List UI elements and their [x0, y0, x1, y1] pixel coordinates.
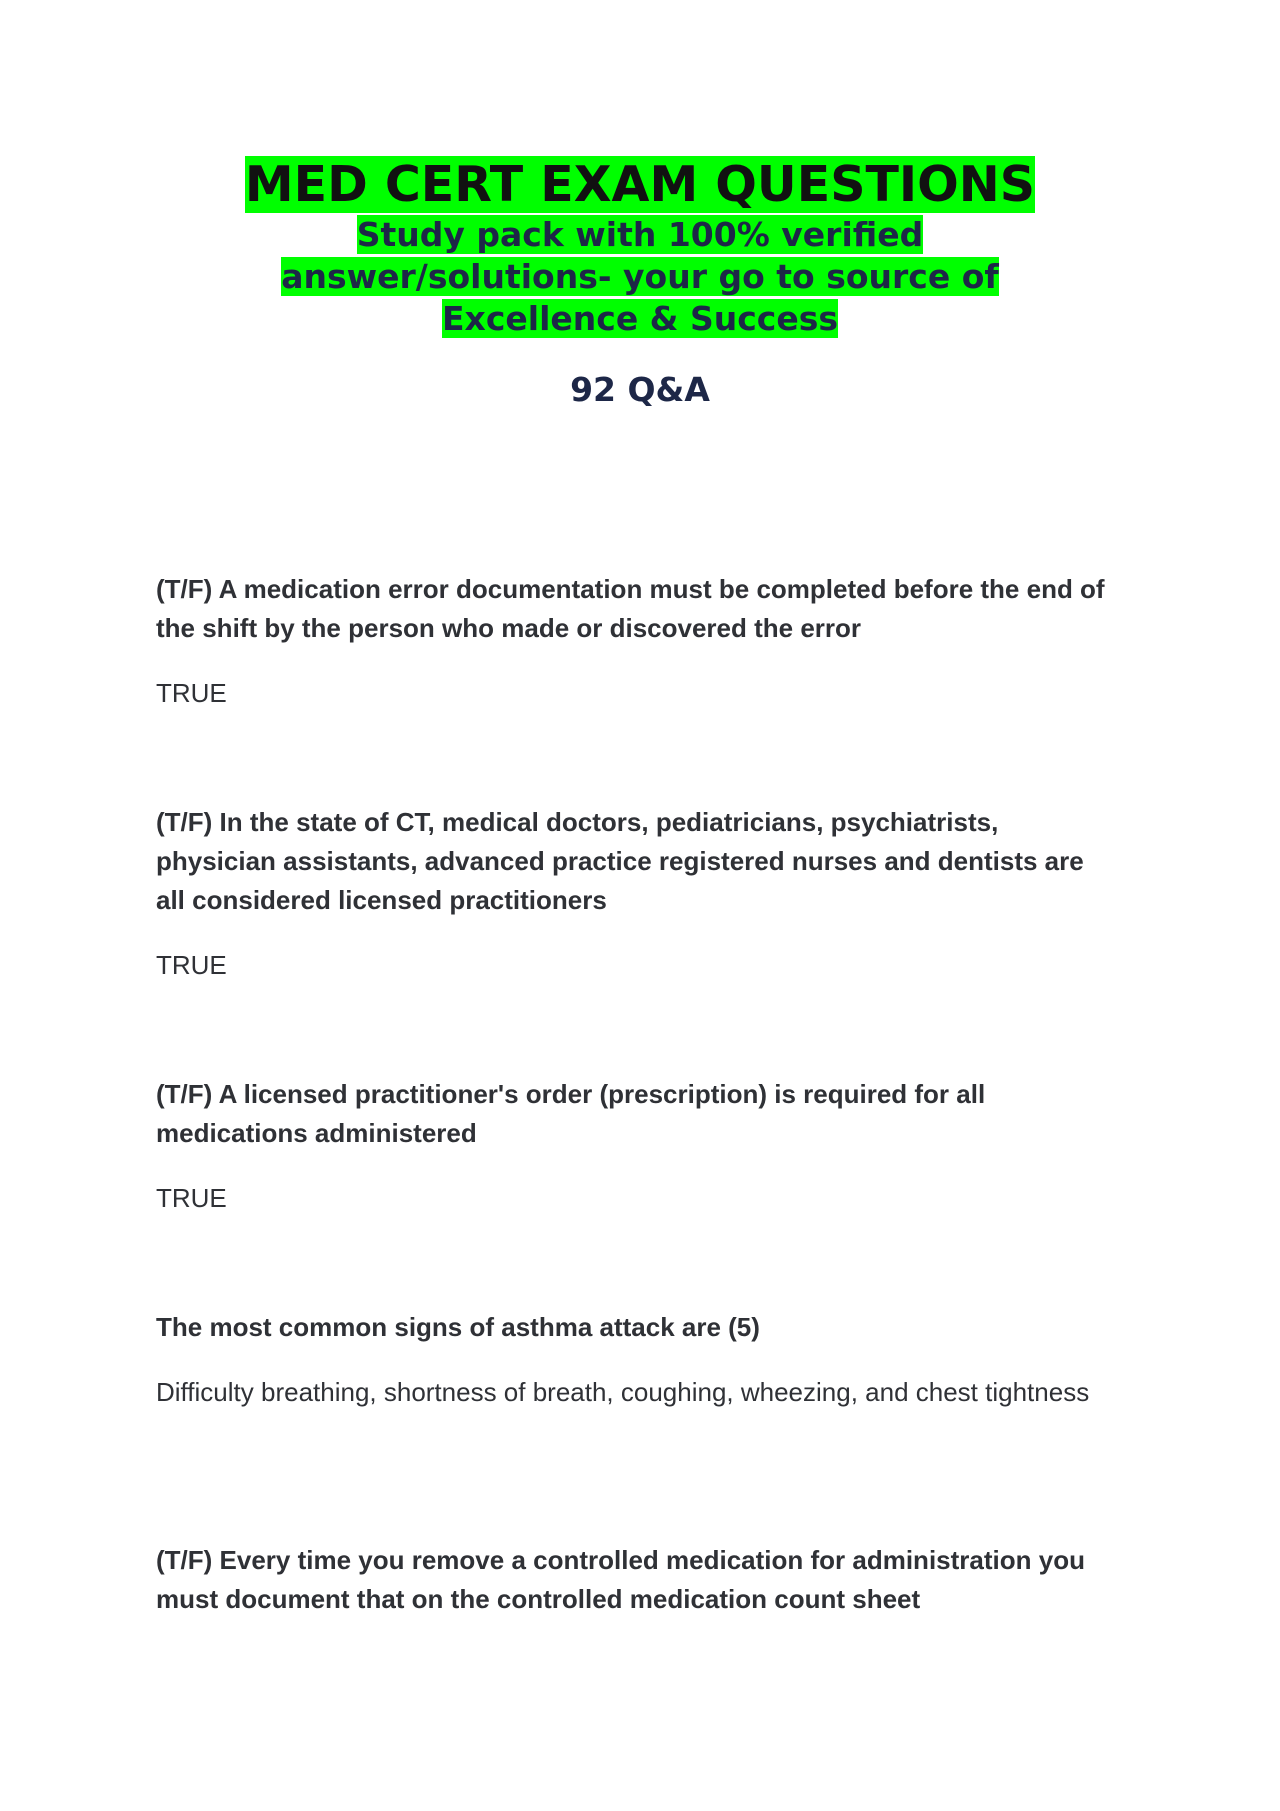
- answer-text: TRUE: [156, 950, 227, 980]
- qa-item-3: [156, 1075, 1116, 1218]
- question-text: (T/F) A medication error documentation must be completed before the end of the shift by the person who made or discovered the error: [156, 574, 1105, 643]
- qa-item-4: [156, 1308, 1116, 1412]
- document-header: [0, 156, 1280, 410]
- qa-item-5: [156, 1541, 1116, 1619]
- question-text: (T/F) A licensed practitioner's order (prescription) is required for all medications administered: [156, 1079, 986, 1148]
- subtitle-highlight: Study pack with 100% verified answer/solutions- your go to source of Excellence & Success: [281, 215, 999, 338]
- qa-item-1: [156, 570, 1116, 713]
- question-text: The most common signs of asthma attack are (5): [156, 1312, 760, 1342]
- answer-text: TRUE: [156, 1183, 227, 1213]
- answer-text: Difficulty breathing, shortness of breath, coughing, wheezing, and chest tightness: [156, 1377, 1090, 1407]
- question-text: (T/F) Every time you remove a controlled medication for administration you must document that on the controlled medication count sheet: [156, 1545, 1085, 1614]
- document-subtitle: [230, 214, 1050, 340]
- title-highlight: MED CERT EXAM QUESTIONS: [244, 156, 1036, 213]
- question-text: (T/F) In the state of CT, medical doctors, pediatricians, psychiatrists, physician assistants, advanced practice registered nurses and dentists are all considered licensed practitioners: [156, 807, 1084, 915]
- qa-item-2: [156, 803, 1116, 985]
- document-title: [0, 156, 1280, 214]
- answer-text: TRUE: [156, 678, 227, 708]
- question-count: 92 Q&A: [570, 370, 710, 409]
